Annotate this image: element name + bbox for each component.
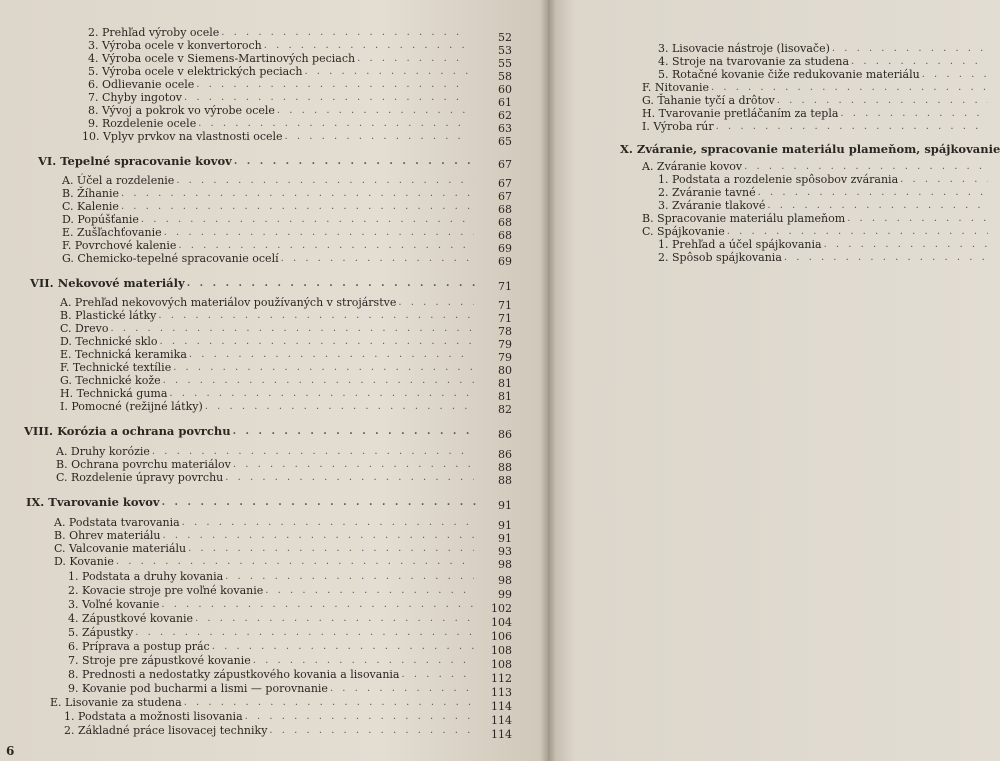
toc-page-number: 71 (498, 280, 512, 293)
toc-page-number: 63 (498, 122, 512, 135)
toc-entry-label: A. Podstata tvarovania (54, 516, 180, 529)
toc-entry (60, 374, 474, 387)
toc-entry-label: X. Zváranie, spracovanie materiálu plameňom, spájkovanie (620, 142, 1000, 156)
toc-entry-label: 7. Chyby ingotov (88, 91, 182, 104)
toc-entry (658, 55, 988, 68)
toc-page-number: 82 (498, 403, 512, 416)
dot-leader (898, 173, 988, 186)
toc-entry-label: B. Žíhanie (62, 187, 119, 200)
toc-entry (54, 555, 474, 568)
dot-leader (302, 65, 468, 78)
toc-entry (60, 309, 474, 322)
toc-page-number: 108 (491, 644, 512, 657)
dot-leader (756, 186, 988, 199)
dot-leader (210, 640, 474, 653)
toc-entry-label: G. Ťahanie tyčí a drôtov (642, 94, 775, 107)
toc-entry-label: 5. Zápustky (68, 626, 134, 639)
right-page (548, 0, 1000, 761)
toc-page-number: 69 (498, 242, 512, 255)
toc-entry-label: 5. Výroba ocele v elektrických peciach (88, 65, 303, 78)
toc-entry-label: 1. Podstata a druhy kovania (68, 570, 224, 583)
toc-entry (54, 542, 474, 555)
toc-entry (60, 400, 474, 413)
toc-page-number: 79 (498, 351, 512, 364)
dot-leader (185, 277, 478, 290)
toc-entry-label: A. Druhy korózie (56, 445, 150, 458)
dot-leader (765, 199, 988, 212)
toc-page-number: 106 (491, 630, 512, 643)
toc-entry (54, 529, 474, 542)
toc-entry-label: 6. Odlievanie ocele (88, 78, 195, 91)
dot-leader (283, 130, 468, 143)
toc-entry (68, 584, 474, 597)
toc-entry (642, 81, 988, 94)
toc-page-number: 52 (498, 31, 512, 44)
toc-entry (658, 173, 988, 186)
toc-entry (68, 668, 474, 681)
dot-leader (725, 225, 988, 238)
toc-entry (68, 654, 474, 667)
toc-entry-label: 2. Prehľad výroby ocele (88, 26, 220, 39)
toc-chapter-heading (24, 425, 478, 438)
toc-entry-label: 8. Vývoj a pokrok vo výrobe ocele (88, 104, 275, 117)
dot-leader (108, 322, 474, 335)
toc-entry-label: E. Technická keramika (60, 348, 187, 361)
toc-entry-label: A. Prehľad nekovových materiálov používaných v strojárstve (60, 296, 397, 309)
dot-leader (159, 598, 474, 611)
dot-leader (838, 107, 988, 120)
toc-entry-label: B. Ochrana povrchu materiálov (56, 458, 231, 471)
toc-entry-label: 6. Príprava a postup prác (68, 640, 210, 653)
toc-entry-label: 3. Lisovacie nástroje (lisovače) (658, 42, 830, 55)
toc-entry (88, 65, 468, 78)
dot-leader (775, 94, 988, 107)
dot-leader (156, 309, 474, 322)
toc-page-number: 91 (498, 499, 512, 512)
toc-page-number: 67 (498, 158, 512, 171)
toc-page-number: 71 (498, 312, 512, 325)
dot-leader (830, 42, 988, 55)
toc-page-number: 68 (498, 229, 512, 242)
dot-leader (328, 682, 474, 695)
dot-leader (161, 529, 474, 542)
toc-entry-label: 7. Stroje pre zápustkové kovanie (68, 654, 251, 667)
toc-entry (60, 361, 474, 374)
toc-page-number: 60 (498, 83, 512, 96)
toc-entry-label: 9. Kovanie pod bucharmi a lismi — porovnanie (68, 682, 328, 695)
toc-entry-label: D. Kovanie (54, 555, 114, 568)
toc-page-number: 61 (498, 96, 512, 109)
page-folio: 6 (6, 744, 15, 758)
toc-entry (62, 239, 474, 252)
toc-page-number: 112 (491, 672, 512, 685)
toc-entry-label: 2. Zváranie tavné (658, 186, 756, 199)
toc-entry (88, 39, 468, 52)
toc-entry (68, 570, 474, 583)
toc-entry-label: 10. Vplyv prvkov na vlastnosti ocele (82, 130, 283, 143)
toc-entry-label: F. Povrchové kalenie (62, 239, 177, 252)
dot-leader (223, 471, 474, 484)
toc-page-number: 98 (498, 558, 512, 571)
toc-page-number: 65 (498, 135, 512, 148)
toc-entry-label: A. Účel a rozdelenie (62, 174, 175, 187)
toc-entry (54, 516, 474, 529)
toc-page-number: 78 (498, 325, 512, 338)
toc-entry (68, 626, 474, 639)
toc-entry-label: C. Kalenie (62, 200, 119, 213)
dot-leader (243, 710, 474, 723)
dot-leader (845, 212, 988, 225)
dot-leader (279, 252, 474, 265)
toc-entry (88, 104, 468, 117)
toc-page-number: 68 (498, 203, 512, 216)
toc-chapter-heading (38, 155, 478, 168)
toc-page-number: 93 (498, 545, 512, 558)
toc-entry (88, 78, 468, 91)
toc-entry (60, 348, 474, 361)
toc-entry-label: A. Zváranie kovov (642, 160, 743, 173)
toc-entry (642, 107, 988, 120)
toc-entry-label: 1. Podstata a možnosti lisovania (64, 710, 243, 723)
toc-entry-label: E. Lisovanie za studena (50, 696, 182, 709)
toc-entry-label: 4. Stroje na tvarovanie za studena (658, 55, 850, 68)
toc-page-number: 102 (491, 602, 512, 615)
toc-page-number: 114 (491, 728, 512, 741)
toc-entry (56, 458, 474, 471)
toc-entry-label: 9. Rozdelenie ocele (88, 117, 197, 130)
toc-entry-label: 2. Spôsob spájkovania (658, 251, 782, 264)
toc-entry (56, 445, 474, 458)
toc-entry (658, 199, 988, 212)
toc-entry (60, 387, 474, 400)
dot-leader (161, 374, 474, 387)
dot-leader (196, 117, 468, 130)
toc-entry (60, 322, 474, 335)
toc-entry (658, 186, 988, 199)
dot-leader (162, 226, 474, 239)
dot-leader (267, 724, 474, 737)
toc-entry (64, 724, 474, 737)
dot-leader (171, 361, 474, 374)
toc-page-number: 53 (498, 44, 512, 57)
toc-entry-label: 1. Podstata a rozdelenie spôsobov zvárania (658, 173, 899, 186)
toc-page-number: 114 (491, 700, 512, 713)
toc-entry-label: 4. Výroba ocele v Siemens-Martinových peciach (88, 52, 356, 65)
toc-entry-label: E. Zušľachťovanie (62, 226, 162, 239)
toc-entry-label: F. Nitovanie (642, 81, 709, 94)
dot-leader (355, 52, 468, 65)
toc-page-number: 67 (498, 190, 512, 203)
dot-leader (396, 296, 474, 309)
toc-entry (62, 226, 474, 239)
toc-entry (658, 238, 988, 251)
toc-page-number: 62 (498, 109, 512, 122)
toc-entry (642, 225, 988, 238)
dot-leader (182, 696, 474, 709)
book-gutter (540, 0, 556, 761)
toc-page-number: 58 (498, 70, 512, 83)
toc-entry (642, 160, 988, 173)
right-toc (548, 0, 1000, 761)
toc-entry (68, 612, 474, 625)
toc-entry-label: IX. Tvarovanie kovov (26, 495, 160, 509)
dot-leader (203, 400, 474, 413)
dot-leader (782, 251, 988, 264)
toc-page-number: 69 (498, 255, 512, 268)
toc-entry (68, 682, 474, 695)
toc-entry-label: I. Pomocné (režijné látky) (60, 400, 203, 413)
dot-leader (193, 612, 474, 625)
toc-entry-label: VI. Tepelné spracovanie kovov (38, 154, 232, 168)
toc-entry (88, 26, 468, 39)
toc-page-number: 88 (498, 461, 512, 474)
dot-leader (262, 39, 468, 52)
dot-leader (275, 104, 468, 117)
toc-page-number: 79 (498, 338, 512, 351)
toc-entry-label: I. Výroba rúr (642, 120, 714, 133)
toc-entry-label: VII. Nekovové materiály (30, 276, 185, 290)
toc-entry-label: H. Technická guma (60, 387, 168, 400)
toc-entry (62, 213, 474, 226)
dot-leader (133, 626, 474, 639)
toc-entry (60, 296, 474, 309)
dot-leader (920, 68, 988, 81)
toc-entry (82, 130, 468, 143)
dot-leader (194, 78, 468, 91)
toc-page-number: 113 (491, 686, 512, 699)
dot-leader (174, 174, 474, 187)
dot-leader (709, 81, 988, 94)
dot-leader (182, 91, 468, 104)
toc-entry (88, 117, 468, 130)
dot-leader (176, 239, 474, 252)
toc-entry (658, 68, 988, 81)
dot-leader (158, 335, 474, 348)
toc-entry-label: 3. Výroba ocele v konvertoroch (88, 39, 262, 52)
toc-entry (642, 94, 988, 107)
toc-page-number: 81 (498, 377, 512, 390)
toc-entry (642, 120, 988, 133)
toc-entry (88, 91, 468, 104)
toc-page-number: 68 (498, 216, 512, 229)
toc-entry-label: D. Technické sklo (60, 335, 158, 348)
dot-leader (231, 425, 478, 438)
toc-entry (62, 174, 474, 187)
toc-page-number: 86 (498, 448, 512, 461)
dot-leader (231, 458, 474, 471)
toc-entry-label: D. Popúšťanie (62, 213, 139, 226)
toc-entry-label: H. Tvarovanie pretláčaním za tepla (642, 107, 839, 120)
toc-entry-label: 3. Zváranie tlakové (658, 199, 766, 212)
toc-entry (60, 335, 474, 348)
dot-leader (219, 26, 468, 39)
toc-page-number: 98 (498, 574, 512, 587)
toc-entry (642, 212, 988, 225)
dot-leader (180, 516, 474, 529)
dot-leader (232, 155, 478, 168)
toc-page-number: 86 (498, 428, 512, 441)
dot-leader (849, 55, 988, 68)
toc-chapter-heading (26, 496, 478, 509)
dot-leader (400, 668, 475, 681)
toc-entry (658, 42, 988, 55)
toc-entry-label: B. Ohrev materiálu (54, 529, 161, 542)
toc-entry (56, 471, 474, 484)
dot-leader (139, 213, 474, 226)
toc-entry-label: 3. Voľné kovanie (68, 598, 160, 611)
toc-entry-label: VIII. Korózia a ochrana povrchu (24, 424, 231, 438)
toc-entry (88, 52, 468, 65)
toc-chapter-heading (30, 277, 478, 290)
toc-entry-label: G. Technické kože (60, 374, 161, 387)
toc-entry-label: C. Rozdelenie úpravy povrchu (56, 471, 224, 484)
dot-leader (119, 200, 474, 213)
toc-page-number: 99 (498, 588, 512, 601)
toc-entry-label: F. Technické textílie (60, 361, 172, 374)
dot-leader (822, 238, 988, 251)
toc-entry (62, 200, 474, 213)
dot-leader (187, 348, 474, 361)
toc-entry-label: 4. Zápustkové kovanie (68, 612, 194, 625)
dot-leader (119, 187, 474, 200)
toc-entry-label: G. Chemicko-tepelné spracovanie ocelí (62, 252, 279, 265)
toc-entry (62, 187, 474, 200)
dot-leader (186, 542, 474, 555)
dot-leader (114, 555, 474, 568)
dot-leader (263, 584, 474, 597)
dot-leader (714, 120, 988, 133)
dot-leader (160, 496, 478, 509)
toc-entry-label: C. Valcovanie materiálu (54, 542, 187, 555)
toc-page-number: 108 (491, 658, 512, 671)
toc-page-number: 80 (498, 364, 512, 377)
toc-entry (50, 696, 474, 709)
toc-entry-label: C. Spájkovanie (642, 225, 725, 238)
toc-page-number: 88 (498, 474, 512, 487)
toc-entry-label: 5. Rotačné kovanie čiže redukovanie materiálu (658, 68, 920, 81)
dot-leader (167, 387, 474, 400)
toc-chapter-heading (620, 142, 1000, 156)
toc-page-number: 104 (491, 616, 512, 629)
dot-leader (251, 654, 474, 667)
toc-page-number: 91 (498, 532, 512, 545)
dot-leader (223, 570, 474, 583)
toc-page-number: 67 (498, 177, 512, 190)
toc-entry-label: 2. Základné práce lisovacej techniky (64, 724, 268, 737)
toc-page-number: 114 (491, 714, 512, 727)
dot-leader (742, 160, 988, 173)
toc-entry (658, 251, 988, 264)
toc-entry (68, 598, 474, 611)
toc-page-number: 55 (498, 57, 512, 70)
toc-entry (68, 640, 474, 653)
toc-entry-label: B. Spracovanie materiálu plameňom (642, 212, 846, 225)
toc-entry-label: 8. Prednosti a nedostatky zápustkového kovania a lisovania (68, 668, 400, 681)
toc-page-number: 91 (498, 519, 512, 532)
dot-leader (150, 445, 474, 458)
toc-entry (64, 710, 474, 723)
toc-entry-label: B. Plastické látky (60, 309, 157, 322)
toc-entry-label: C. Drevo (60, 322, 109, 335)
toc-entry-label: 2. Kovacie stroje pre voľné kovanie (68, 584, 264, 597)
toc-entry-label: 1. Prehľad a účel spájkovania (658, 238, 822, 251)
toc-entry (62, 252, 474, 265)
toc-page-number: 81 (498, 390, 512, 403)
toc-page-number: 71 (498, 299, 512, 312)
